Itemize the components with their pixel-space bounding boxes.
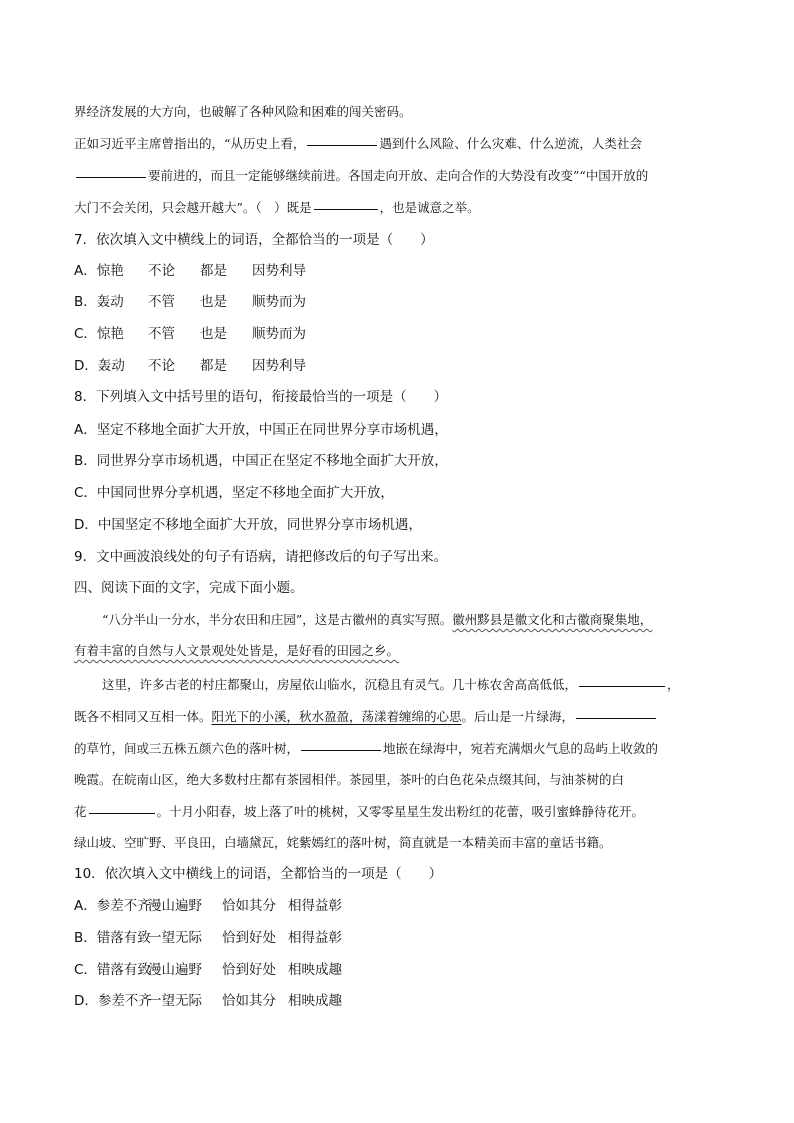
q10-a-word3: 恰如其分: [222, 898, 276, 914]
q7-a-word4: 因势利导: [252, 263, 306, 279]
passage4-p1-plain: “八分半山一分水，半分农田和庄园”，这是古徽州的真实写照。: [102, 612, 453, 627]
q7-a-word1: A．惊艳: [74, 263, 124, 279]
q7-b-word2: 不管: [148, 294, 175, 310]
blank-line: [579, 685, 665, 687]
q7-d-word1: D．轰动: [74, 358, 125, 374]
q10-a-word1: A．参差不齐: [74, 898, 151, 914]
q7-option-d[interactable]: [74, 356, 306, 376]
passage4-p1-line2: [74, 641, 399, 661]
q7-c-word1: C．惊艳: [74, 326, 124, 342]
passage3-line3: [74, 166, 648, 186]
passage4-p2-l1-a: 这里，许多古老的村庄都聚山，房屋依山临水，沉稳且有灵气。几十栋农舍高高低低，: [102, 677, 578, 692]
blank-line: [307, 144, 377, 146]
blank-line: [89, 812, 155, 814]
q10-c-word2: 漫山遍野: [148, 962, 202, 978]
passage4-p2-l2-underlined: 阳光下的小溪，秋水盈盈，荡漾着缠绵的心思: [211, 709, 462, 724]
passage3-line2: [74, 134, 642, 154]
passage4-p2-l5-b: 。十月小阳春，坡上落了叶的桃树，又零零星星生发出粉红的花蕾，吸引蜜蜂静待花开。: [156, 804, 645, 819]
q10-stem: 10．依次填入文中横线上的词语，全都恰当的一项是（ ）: [74, 866, 443, 882]
q10-b-word3: 恰到好处: [222, 930, 276, 946]
passage3-line4: [74, 198, 480, 218]
q8-option-d[interactable]: D．中国坚定不移地全面扩大开放，同世界分享市场机遇，: [74, 517, 422, 533]
q7-c-word4: 顺势而为: [252, 326, 306, 342]
passage4-p2-l3-a: 的草竹，间或三五株五颜六色的落叶树，: [74, 741, 300, 756]
passage4-p2-l5-a: 花: [74, 804, 87, 819]
q7-option-b[interactable]: [74, 292, 306, 312]
passage3-line2-a: 正如习近平主席曾指出的，“从历史上看，: [74, 136, 306, 151]
q7-c-word3: 也是: [200, 326, 227, 342]
passage4-p1-line2-wavy: 有着丰富的自然与人文景观处处皆是，是好看的田园之乡。: [74, 643, 400, 658]
q10-c-word4: 相映成趣: [288, 962, 342, 978]
q10-option-c[interactable]: [74, 960, 342, 980]
passage4-p2-line6: 绿山坡、空旷野、平良田，白墙黛瓦，姹紫嫣红的落叶树，简直就是一本精美而丰富的童话书籍。: [74, 835, 612, 850]
blank-line: [301, 749, 381, 751]
q8-option-c[interactable]: C．中国同世界分享机遇，坚定不移地全面扩大开放，: [74, 485, 394, 501]
q10-d-word2: 一望无际: [148, 993, 202, 1009]
passage4-p2-l2-b: 。后山是一片绿海，: [461, 709, 575, 724]
q7-option-a[interactable]: [74, 261, 306, 281]
q7-d-word2: 不论: [148, 358, 175, 374]
q7-b-word3: 也是: [200, 294, 227, 310]
passage3-line4-b: ，也是诚意之举。: [379, 200, 480, 215]
q10-d-word3: 恰如其分: [222, 993, 276, 1009]
q10-a-word2: 漫山遍野: [148, 898, 202, 914]
q10-a-word4: 相得益彰: [288, 898, 342, 914]
blank-line: [314, 208, 378, 210]
q7-c-word2: 不管: [148, 326, 175, 342]
passage4-p2-l3-b: 地嵌在绿海中，宛若充满烟火气息的岛屿上收敛的: [383, 741, 659, 756]
section4-title: 四、阅读下面的文字，完成下面小题。: [74, 580, 304, 596]
passage3-line2-b: 遇到什么风险、什么灾难、什么逆流，人类社会: [379, 136, 642, 151]
passage3-line1: 界经济发展的大方向，也破解了各种风险和困难的闯关密码。: [74, 104, 412, 119]
q8-stem: 8．下列填入文中括号里的语句，衔接最恰当的一项是（ ）: [74, 389, 448, 405]
passage4-p1-wavy: 徽州黟县是徽文化和古徽商聚集地，: [452, 612, 653, 627]
q10-d-word1: D．参差不齐: [74, 993, 152, 1009]
q10-b-word4: 相得益彰: [288, 930, 342, 946]
passage4-p2-line5: [74, 802, 644, 822]
q7-b-word4: 顺势而为: [252, 294, 306, 310]
passage4-p2-line4: 晚霞。在皖南山区，绝大多数村庄都有茶园相伴。茶园里，茶叶的白色花朵点缀其间，与油茶树的白: [74, 772, 625, 787]
q10-c-word3: 恰到好处: [222, 962, 276, 978]
q7-b-word1: B．轰动: [74, 294, 124, 310]
q7-d-word3: 都是: [200, 358, 227, 374]
passage4-p2-l2-a: 既各不相同又互相一体。: [74, 709, 212, 724]
q10-b-word2: 一望无际: [148, 930, 202, 946]
q9-stem: 9．文中画波浪线处的句子有语病，请把修改后的句子写出来。: [74, 549, 448, 565]
q7-option-c[interactable]: [74, 324, 306, 344]
q10-c-word1: C．错落有致: [74, 962, 151, 978]
q7-stem: 7．依次填入文中横线上的词语，全都恰当的一项是（ ）: [74, 232, 434, 248]
passage4-p2-line1: [102, 675, 680, 695]
q7-d-word4: 因势利导: [252, 358, 306, 374]
passage3-line3-b: 要前进的，而且一定能够继续前进。各国走向开放、走向合作的大势没有改变”“中国开放的: [148, 168, 649, 183]
passage4-p2-line3: [74, 739, 658, 759]
q8-option-b[interactable]: B．同世界分享市场机遇，中国正在坚定不移地全面扩大开放，: [74, 453, 448, 469]
q10-option-d[interactable]: [74, 991, 342, 1011]
passage4-p2-line2: [74, 707, 658, 727]
q10-option-b[interactable]: [74, 928, 342, 948]
q8-option-a[interactable]: A．坚定不移地全面扩大开放，中国正在同世界分享市场机遇，: [74, 422, 448, 438]
blank-line: [576, 717, 656, 719]
blank-line: [76, 176, 146, 178]
q10-option-a[interactable]: [74, 896, 342, 916]
q7-a-word2: 不论: [148, 263, 175, 279]
q7-a-word3: 都是: [200, 263, 227, 279]
q10-d-word4: 相映成趣: [288, 993, 342, 1009]
q10-b-word1: B．错落有致: [74, 930, 151, 946]
passage4-p1-line1: [102, 610, 652, 630]
passage3-line4-a: 大门不会关闭，只会越开越大”。（ ）既是: [74, 200, 312, 215]
passage4-p2-l1-b: ，: [667, 677, 680, 692]
